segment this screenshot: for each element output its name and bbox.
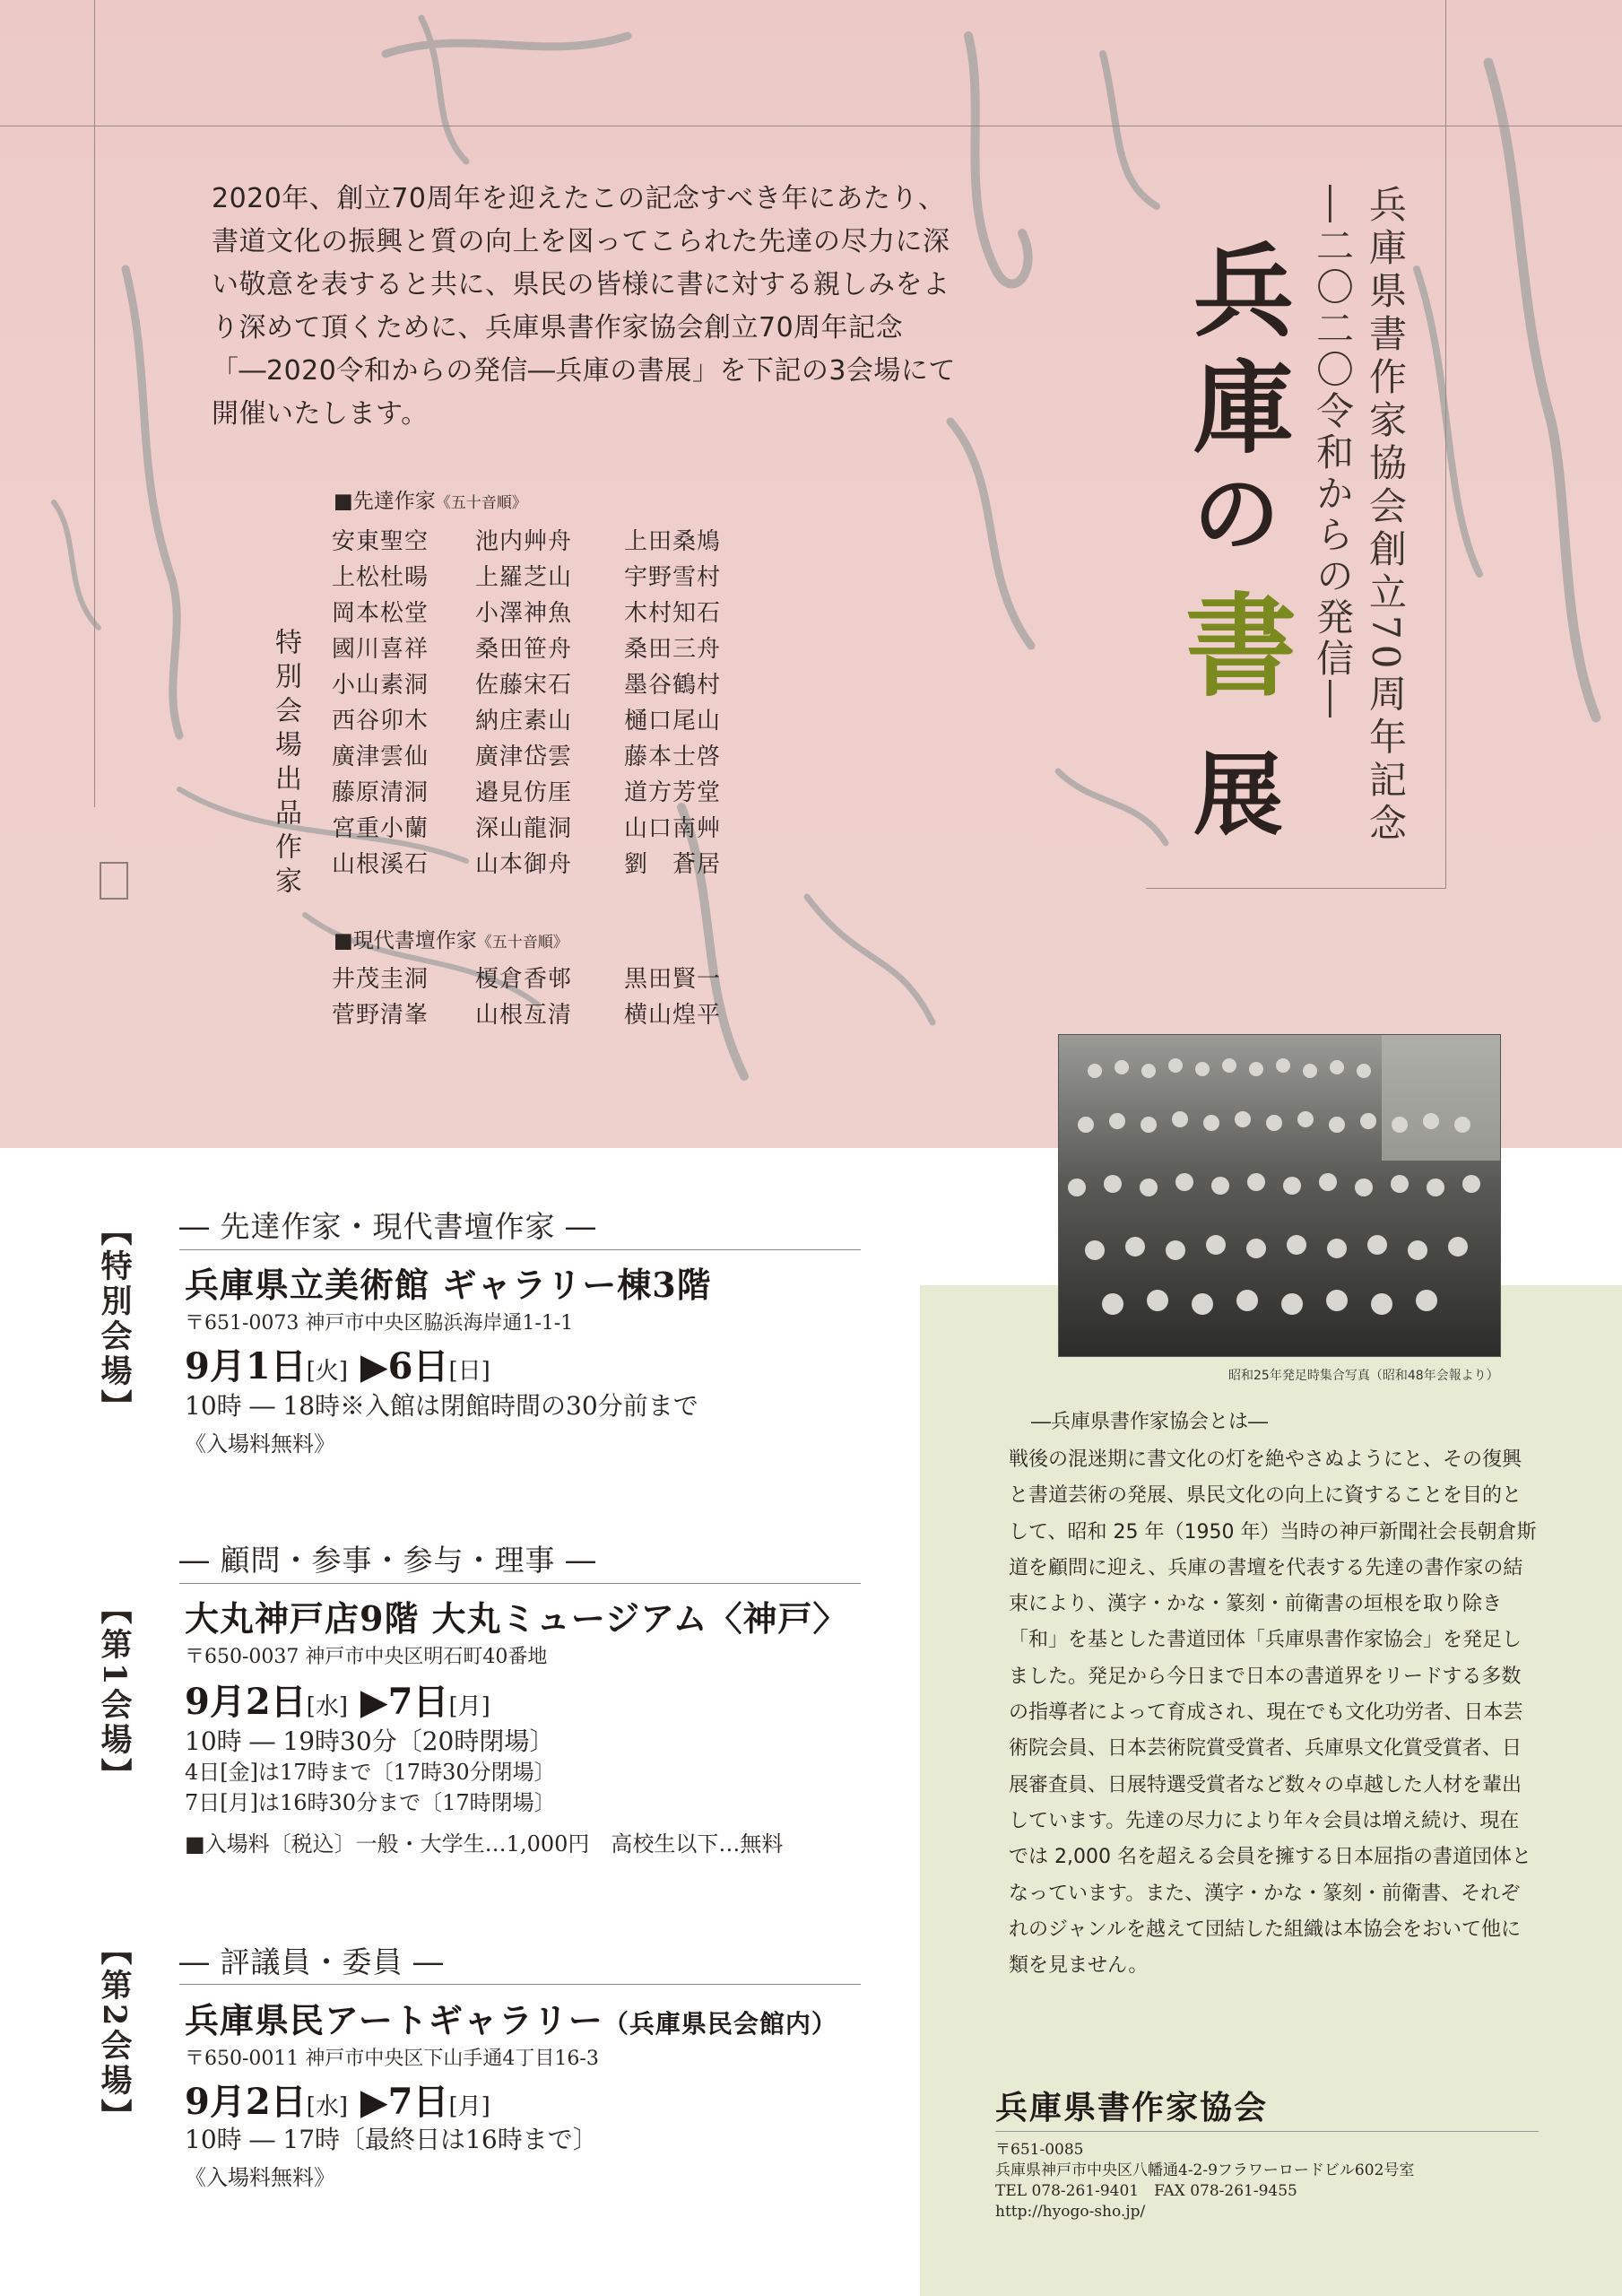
venue-hours-1: 10時 ― 19時30分〔20時閉場〕 — [185, 1726, 555, 1756]
artist-name: 安東聖空 — [332, 528, 429, 555]
date-end: ▶7日 — [360, 1681, 449, 1723]
group-photo — [1058, 1034, 1501, 1357]
artist-name: 藤本士啓 — [624, 744, 722, 770]
artist-name: 宮重小蘭 — [332, 815, 429, 842]
venue-heading-special: ― 先達作家・現代書壇作家 ― — [179, 1209, 596, 1244]
date-end-dow: [月] — [448, 2093, 490, 2120]
artist-name: 廣津岱雲 — [475, 744, 573, 770]
artist-name: 納庄素山 — [475, 708, 573, 735]
venue-address-2: 〒650-0011 神戸市中央区下山手通4丁目16-3 — [185, 2048, 599, 2070]
title-char-go: 庫 — [1193, 350, 1294, 467]
venue-note-2: 《入場料無料》 — [185, 2165, 335, 2190]
artist-name: 黒田賢一 — [624, 966, 722, 993]
artist-name: 邉見仿厓 — [475, 779, 573, 806]
artist-name: 上松杜暘 — [332, 564, 429, 591]
venue-dates-2 — [185, 2074, 490, 2125]
venue-heading-2: ― 評議員・委員 ― — [179, 1944, 444, 1979]
right-rule — [1445, 0, 1446, 888]
date-end: ▶7日 — [360, 2081, 449, 2123]
artist-name: 山口南艸 — [624, 815, 722, 842]
modern-order: 《五十音順》 — [476, 934, 568, 952]
date-start: 9月2日 — [185, 1681, 307, 1723]
pioneers-list — [332, 527, 768, 879]
venue-name-sub: （兵庫県民会館内） — [603, 2009, 837, 2039]
date-end: ▶6日 — [360, 1345, 449, 1387]
pioneers-order: 《五十音順》 — [435, 494, 527, 512]
organization-contact — [995, 2140, 1414, 2222]
title-rule — [1146, 888, 1446, 889]
title-char-ten: 展 — [1193, 742, 1283, 848]
venue-label-special: 【特別会場】 — [96, 1214, 133, 1424]
venue-name-2 — [185, 1993, 837, 2042]
date-start: 9月1日 — [185, 1345, 307, 1387]
artist-name: 劉 蒼居 — [624, 851, 722, 878]
artist-name: 岡本松堂 — [332, 600, 429, 627]
pioneers-heading-text: ■先達作家 — [334, 490, 436, 513]
venue-address-special: 〒651-0073 神戸市中央区脇浜海岸通1-1-1 — [185, 1312, 574, 1335]
venue-label-1: 【第1会場】 — [96, 1593, 133, 1794]
artist-name: 井茂圭洞 — [332, 966, 429, 993]
date-end-dow: [日] — [448, 1358, 490, 1385]
artist-name: 廣津雲仙 — [332, 744, 429, 770]
date-start-dow: [水] — [306, 2093, 348, 2120]
venue-note-1a: 4日[金]は17時まで〔17時30分閉場〕 — [185, 1760, 556, 1785]
artist-name: 樋口尾山 — [624, 708, 722, 735]
title-subtitle-anniversary: 兵庫県書作家協会創立70周年記念 — [1364, 185, 1408, 847]
venue-heading-1: ― 顧問・参事・参与・理事 ― — [179, 1543, 596, 1578]
venue-note-1c: ■入場料〔税込〕一般・大学生…1,000円 高校生以下…無料 — [185, 1831, 784, 1857]
artist-name: 木村知石 — [624, 600, 722, 627]
artist-name: 山根亙清 — [475, 1002, 573, 1029]
artist-name: 池内艸舟 — [475, 528, 573, 555]
left-rule — [94, 0, 95, 807]
artist-name: 小澤神魚 — [475, 600, 573, 627]
artist-name: 菅野清峯 — [332, 1002, 429, 1029]
venue-note-1b: 7日[月]は16時30分まで〔17時閉場〕 — [185, 1790, 556, 1815]
venue-note-special: 《入場料無料》 — [185, 1431, 335, 1457]
date-start-dow: [水] — [306, 1693, 348, 1720]
artist-name: 榎倉香邨 — [475, 966, 573, 993]
about-body: 戦後の混迷期に書文化の灯を絶やさぬようにと、その復興と書道芸術の発展、県民文化の向上に資することを目的として、昭和 25 年（1950 年）当時の神戸新聞社会長朝倉斯道を顧問に迎え、兵庫の書壇を代表する先達の書作家の結束により、漢字・かな・篆刻・前衛書の垣根を取り除き「和」を基とした書道団体「兵庫県書作家協会」を発足しました。発足から今日まで日本の書道界をリードする多数の指導者によって育成され、現在でも文化功労者、日本芸術院会員、日本芸術院賞受賞者、兵庫県文化賞受賞者、日展審査員、日展特選受賞者など数々の卓越した人材を輩出しています。先達の尽力により年々会員は増え続け、現在では 2,000 名を超える会員を擁する日本屈指の書道団体となっています。また、漢字・かな・篆刻・前衛書、それぞれのジャンルを越えて団結した組織は本協会をおいて他に類を見ません。 — [1009, 1448, 1537, 1978]
artist-name: 國川喜祥 — [332, 636, 429, 663]
venue-rule-2 — [179, 1984, 861, 1985]
artist-name: 上田桑鳩 — [624, 528, 722, 555]
venue-hours-2: 10時 ― 17時〔最終日は16時まで〕 — [185, 2125, 598, 2154]
modern-heading — [334, 924, 568, 953]
artist-name: 上羅芝山 — [475, 564, 573, 591]
venue-rule-1 — [179, 1583, 861, 1584]
artist-name: 道方芳堂 — [624, 779, 722, 806]
venue-hours-special: 10時 ― 18時※入館は閉館時間の30分前まで — [185, 1391, 698, 1421]
org-url-link[interactable]: http://hyogo-sho.jp/ — [995, 2203, 1146, 2221]
photo-caption: 昭和25年発足時集合写真（昭和48年会報より） — [1228, 1369, 1499, 1383]
artist-name: 横山煌平 — [624, 1002, 722, 1029]
artist-name: 宇野雪村 — [624, 564, 722, 591]
date-end-dow: [月] — [448, 1693, 490, 1720]
org-address: 兵庫県神戸市中央区八幡通4-2-9フラワーロードビル602号室 — [995, 2161, 1415, 2179]
venue-name-text: 兵庫県立美術館 ギャラリー棟3階 — [185, 1265, 712, 1305]
venue-name-1 — [185, 1591, 848, 1640]
artist-name: 墨谷鶴村 — [624, 672, 722, 699]
organization-rule — [995, 2131, 1539, 2132]
organization-name: 兵庫県書作家協会 — [995, 2089, 1269, 2126]
modern-list — [332, 965, 768, 1030]
about-heading: ―兵庫県書作家協会とは― — [1031, 1411, 1269, 1433]
org-postal: 〒651-0085 — [995, 2141, 1084, 2159]
venue-address-1: 〒650-0037 神戸市中央区明石町40番地 — [185, 1646, 548, 1668]
pioneers-heading — [334, 484, 527, 514]
modern-heading-text: ■現代書壇作家 — [334, 929, 477, 952]
title-subtitle-reiwa: ―二〇二〇令和からの発信― — [1311, 185, 1355, 721]
date-start: 9月2日 — [185, 2081, 307, 2123]
artist-name: 深山龍洞 — [475, 815, 573, 842]
artist-name: 藤原清洞 — [332, 779, 429, 806]
title-char-no: の — [1193, 464, 1279, 565]
artist-name: 佐藤宋石 — [475, 672, 573, 699]
special-venue-artists-label: 特別会場出品作家 — [270, 628, 301, 900]
artist-name: 小山素洞 — [332, 672, 429, 699]
intro-paragraph: 2020年、創立70周年を迎えたこの記念すべき年にあたり、書道文化の振興と質の向上を図ってこられた先達の尽力に深い敬意を表すると共に、県民の皆様に書に対する親しみをより深めて頂くために、兵庫県書作家協会創立70周年記念「―2020令和からの発信―兵庫の書展」を下記の3会場にて開催いたします。 — [212, 183, 956, 430]
venue-name-special — [185, 1257, 712, 1307]
title-char-hyo: 兵 — [1193, 233, 1294, 351]
artist-name: 山根溪石 — [332, 851, 429, 878]
group-photo-illustration — [1059, 1035, 1500, 1356]
venue-rule-special — [179, 1249, 861, 1250]
artist-name: 西谷卯木 — [332, 708, 429, 735]
artist-name: 桑田笹舟 — [475, 636, 573, 663]
artist-name: 山本御舟 — [475, 851, 573, 878]
venue-dates-special — [185, 1338, 490, 1389]
artist-name: 桑田三舟 — [624, 636, 722, 663]
venue-name-text: 兵庫県民アートギャラリー — [185, 2000, 603, 2040]
venue-dates-1 — [185, 1674, 490, 1725]
date-start-dow: [火] — [306, 1358, 348, 1385]
org-tel-fax: TEL 078-261-9401 FAX 078-261-9455 — [995, 2182, 1297, 2200]
title-char-sho: 書 — [1185, 582, 1297, 712]
venue-name-text: 大丸神戸店9階 大丸ミュージアム〈神戸〉 — [185, 1598, 848, 1639]
venue-label-2: 【第2会場】 — [96, 1934, 133, 2135]
